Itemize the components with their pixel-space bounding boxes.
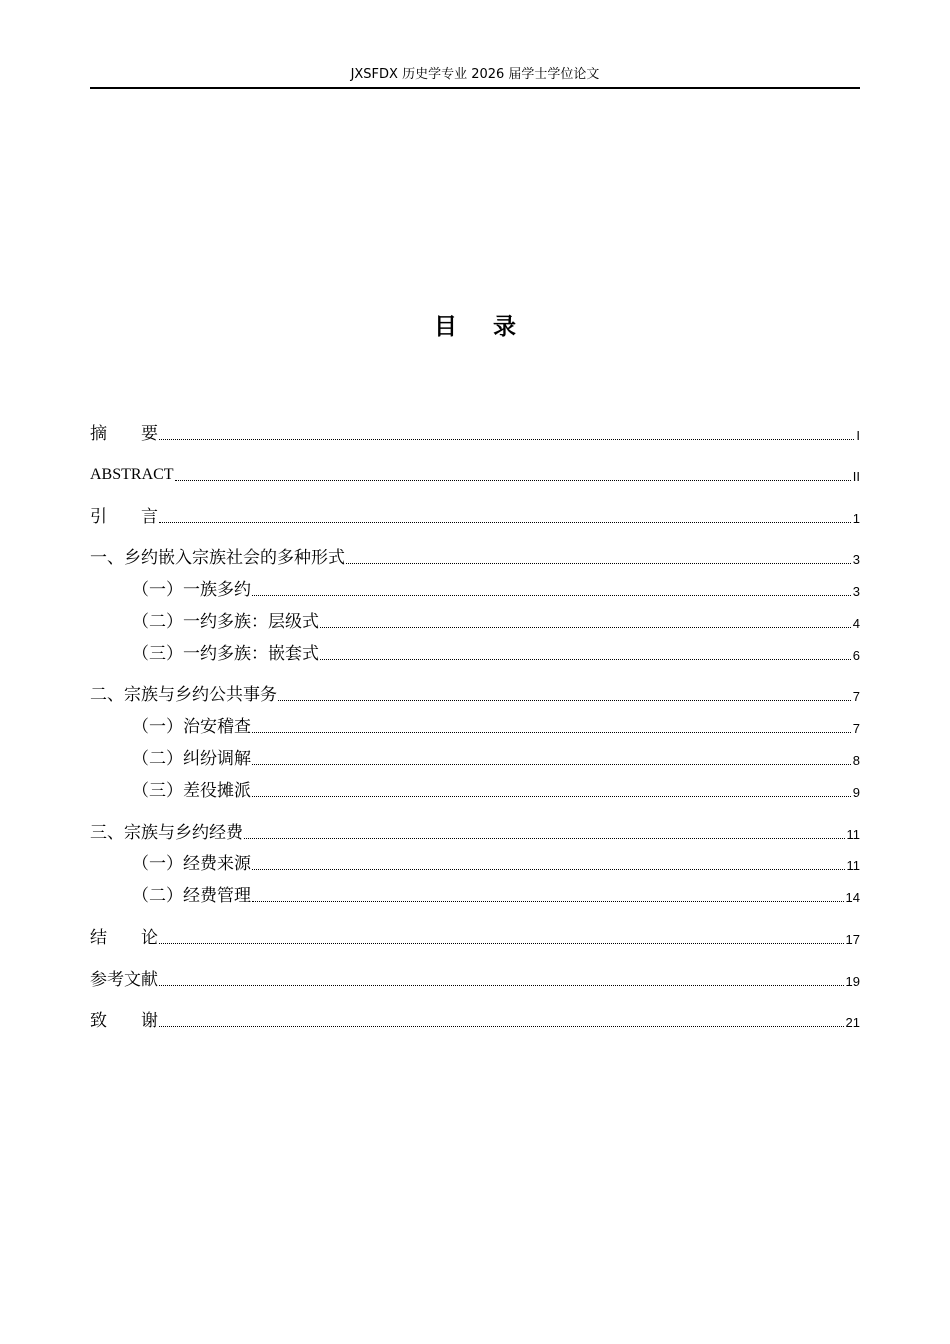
toc-entry-page: 11 — [846, 827, 860, 842]
toc-entry-page: I — [856, 428, 860, 443]
toc-entry-page: 9 — [852, 785, 860, 800]
toc-entry-label: （三）一约多族：嵌套式 — [132, 644, 319, 664]
toc-entry-section-1-2[interactable] — [90, 609, 860, 633]
toc-entry-section-3-1[interactable] — [90, 851, 860, 875]
dot-leader — [346, 563, 851, 564]
toc-entry-label: 致 谢 — [90, 1011, 158, 1031]
toc-entry-abstract-en[interactable] — [90, 462, 860, 486]
toc-entry-abstract-cn[interactable] — [90, 421, 860, 445]
header-rule — [90, 87, 860, 89]
toc-entry-label: 引 言 — [90, 507, 158, 527]
toc-entry-section-3-2[interactable] — [90, 883, 860, 907]
toc-entry-chapter-3[interactable] — [90, 820, 860, 844]
toc-entry-label: 摘 要 — [90, 424, 158, 444]
dot-leader — [175, 480, 851, 481]
dot-leader — [252, 732, 851, 733]
toc-entry-page: 3 — [852, 584, 860, 599]
toc-entry-page: 6 — [852, 648, 860, 663]
dot-leader — [252, 764, 851, 765]
toc-entry-label: 参考文献 — [90, 970, 158, 990]
toc-entry-introduction[interactable] — [90, 504, 860, 528]
toc-entry-label: （二）纠纷调解 — [132, 749, 251, 769]
dot-leader — [159, 439, 854, 440]
toc-entry-page: 7 — [852, 721, 860, 736]
dot-leader — [320, 659, 851, 660]
toc-entry-label: 一、乡约嵌入宗族社会的多种形式 — [90, 548, 345, 568]
toc-entry-page: 4 — [852, 616, 860, 631]
toc-entry-label: 结 论 — [90, 928, 158, 948]
toc-entry-section-1-1[interactable] — [90, 577, 860, 601]
toc-entry-label: （二）经费管理 — [132, 886, 251, 906]
dot-leader — [159, 1026, 844, 1027]
toc-entry-page: 7 — [852, 689, 860, 704]
dot-leader — [244, 838, 845, 839]
toc-entry-references[interactable] — [90, 967, 860, 991]
toc-entry-label: （一）治安稽查 — [132, 717, 251, 737]
toc-entry-page: 8 — [852, 753, 860, 768]
dot-leader — [159, 522, 851, 523]
toc-entry-label: （一）一族多约 — [132, 580, 251, 600]
toc-entry-section-2-3[interactable] — [90, 778, 860, 802]
dot-leader — [252, 796, 851, 797]
toc-entry-section-1-3[interactable] — [90, 641, 860, 665]
toc-entry-page: 11 — [846, 858, 860, 873]
toc-entry-page: II — [852, 469, 860, 484]
dot-leader — [278, 700, 851, 701]
toc-entry-page: 1 — [852, 511, 860, 526]
page-title: 目录 — [434, 314, 552, 340]
toc-entry-chapter-2[interactable] — [90, 682, 860, 706]
dot-leader — [252, 869, 845, 870]
dot-leader — [320, 627, 851, 628]
toc-entry-label: （二）一约多族：层级式 — [132, 612, 319, 632]
running-header: JXSFDX 历史学专业 2026 届学士学位论文 — [350, 67, 600, 82]
dot-leader — [252, 595, 851, 596]
toc-entry-section-2-1[interactable] — [90, 714, 860, 738]
toc-entry-page: 17 — [845, 932, 860, 947]
toc-entry-label: （三）差役摊派 — [132, 781, 251, 801]
dot-leader — [252, 901, 844, 902]
toc-entry-acknowledgements[interactable] — [90, 1008, 860, 1032]
toc-entry-page: 3 — [852, 552, 860, 567]
toc-entry-label: ABSTRACT — [90, 466, 174, 483]
toc-entry-page: 21 — [845, 1015, 860, 1030]
dot-leader — [159, 943, 844, 944]
toc-entry-page: 19 — [845, 974, 860, 989]
toc-entry-label: （一）经费来源 — [132, 854, 251, 874]
toc-entry-page: 14 — [845, 890, 860, 905]
toc-entry-section-2-2[interactable] — [90, 746, 860, 770]
toc-entry-label: 二、宗族与乡约公共事务 — [90, 685, 277, 705]
dot-leader — [159, 985, 844, 986]
toc-entry-chapter-1[interactable] — [90, 545, 860, 569]
toc-entry-conclusion[interactable] — [90, 925, 860, 949]
toc-entry-label: 三、宗族与乡约经费 — [90, 823, 243, 843]
